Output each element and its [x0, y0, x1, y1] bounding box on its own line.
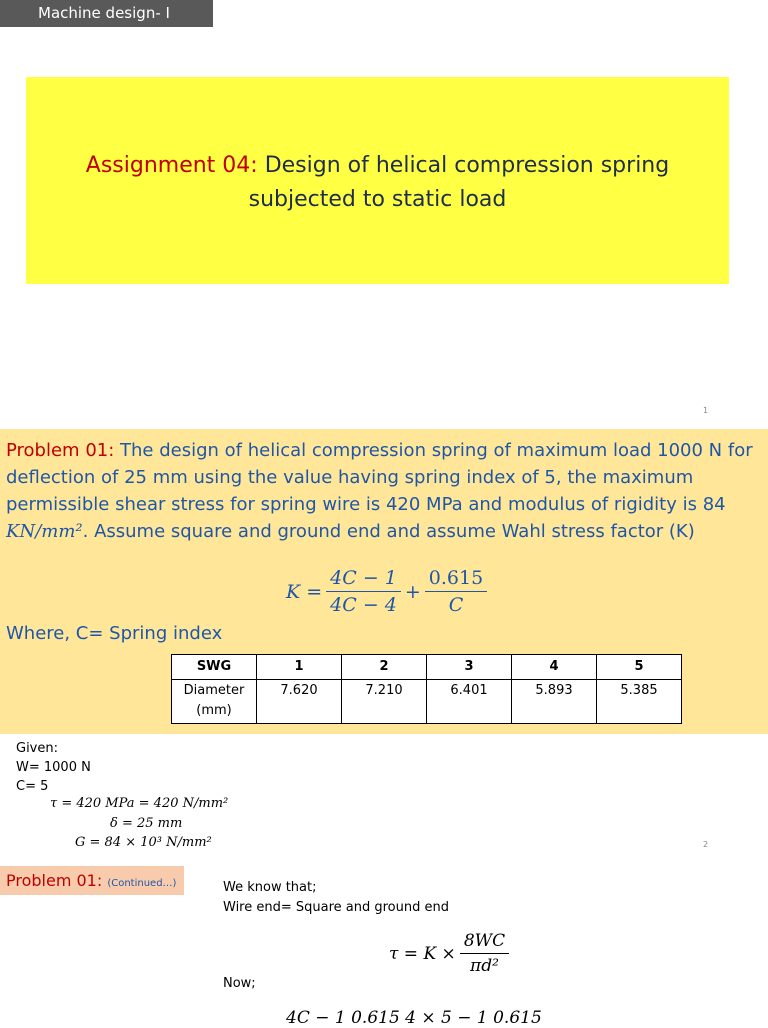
formula-fraction-2	[425, 567, 487, 616]
title-prefix: Assignment 04:	[85, 153, 258, 178]
table-header-cell: 1	[257, 655, 342, 680]
table-header-row	[172, 655, 682, 680]
tau-lhs: τ = K ×	[389, 943, 456, 964]
slide-number-1: 1	[703, 406, 709, 415]
given-title: Given:	[16, 741, 58, 756]
page-title	[26, 149, 729, 217]
given-section	[16, 739, 91, 796]
formula-fraction-1	[326, 567, 401, 616]
header-tab: Machine design- I	[0, 0, 213, 27]
table-cell: 7.210	[342, 680, 427, 724]
wire-end-text: Wire end= Square and ground end	[223, 900, 449, 915]
given-w: W= 1000 N	[16, 760, 91, 775]
given-c: C= 5	[16, 779, 49, 794]
title-line2: subjected to static load	[248, 187, 507, 212]
fraction-numerator: 0.615	[425, 567, 487, 592]
table-header-cell: 2	[342, 655, 427, 680]
given-delta: δ = 25 mm	[110, 816, 183, 831]
tau-formula	[389, 931, 509, 976]
swg-table	[171, 654, 682, 724]
given-tau: τ = 420 MPa = 420 N/mm²	[50, 796, 229, 811]
fraction-denominator: 4C − 4	[330, 594, 397, 616]
formula-plus: +	[404, 580, 421, 603]
table-header-cell: 3	[427, 655, 512, 680]
table-row	[172, 680, 682, 724]
table-cell: 7.620	[257, 680, 342, 724]
continued-small: (Continued…)	[107, 878, 177, 889]
title-box	[26, 77, 729, 284]
title-line1: Design of helical compression spring	[264, 153, 670, 178]
where-note: Where, C= Spring index	[6, 623, 223, 644]
know-section	[223, 878, 449, 918]
tau-fraction	[460, 931, 509, 976]
continued-tag	[0, 866, 184, 895]
fraction-denominator: C	[448, 594, 464, 616]
table-header-cell: SWG	[172, 655, 257, 680]
table-header-cell: 5	[597, 655, 682, 680]
table-cell: 6.401	[427, 680, 512, 724]
problem-text: The design of helical compression spring of maximum load 1000 N for deflection of 25 mm using the value having spring index of 5, the maximum permissible shear stress for spring wire is 420 MPa and modulus of rigidity is 84	[6, 440, 753, 515]
slide-number-2: 2	[703, 840, 709, 849]
now-text: Now;	[223, 976, 256, 991]
fraction-numerator: 8WC	[460, 931, 509, 954]
table-row-label: Diameter (mm)	[172, 680, 257, 724]
table-header-cell: 4	[512, 655, 597, 680]
problem-text-end: . Assume square and ground end and assume Wahl stress factor (K)	[82, 521, 695, 542]
fraction-denominator: πd²	[470, 956, 499, 976]
problem-label: Problem 01:	[6, 440, 115, 461]
wahl-formula	[286, 567, 487, 616]
unit-math: KN/mm²	[6, 521, 83, 542]
continued-label: Problem 01:	[6, 871, 103, 890]
formula-lhs: K =	[286, 580, 323, 603]
table-cell: 5.385	[597, 680, 682, 724]
fraction-numerator: 4C − 1	[326, 567, 401, 592]
problem-statement	[6, 437, 766, 545]
know-text: We know that;	[223, 880, 317, 895]
given-g: G = 84 × 10³ N/mm²	[75, 835, 212, 850]
table-cell: 5.893	[512, 680, 597, 724]
bottom-formula: 4C − 1 0.615 4 × 5 − 1 0.615	[286, 1008, 542, 1028]
